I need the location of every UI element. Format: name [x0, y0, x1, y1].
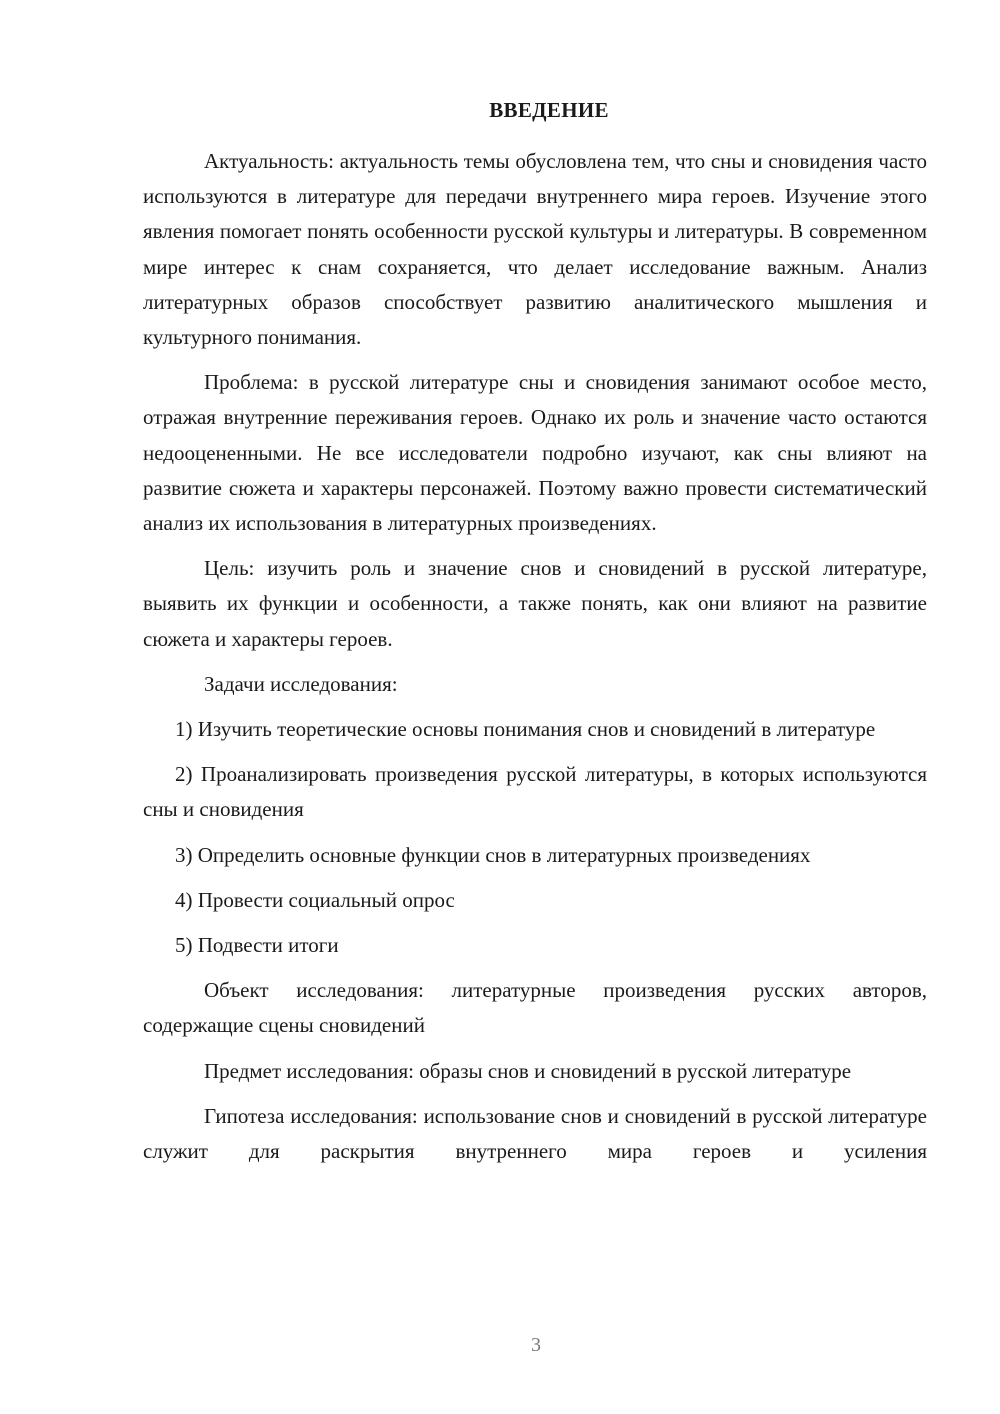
page-title: ВВЕДЕНИЕ	[489, 98, 609, 122]
paragraph-problem: Проблема: в русской литературе сны и сновидения занимают особое место, отражая внутренние переживания героев. Однако их роль и значение часто остаются недооцененными. Не все исследователи подробно изучают, как сны влияют на развитие сюжета и характеры персонажей. Поэтому важно провести систематический анализ их использования в литературных произведениях.	[143, 370, 927, 536]
paragraph-relevance: Актуальность: актуальность темы обусловлена тем, что сны и сновидения часто используются в литературе для передачи внутреннего мира героев. Изучение этого явления помогает понять особенности русской культуры и литературы. В современном мире интерес к снам сохраняется, что делает исследование важным. Анализ литературных образов способствует развитию аналитического мышления и культурного понимания.	[143, 149, 927, 350]
tasks-heading: Задачи исследования:	[204, 671, 398, 696]
list-item-task-5: 5) Подвести итоги	[175, 933, 339, 958]
page-number: 3	[531, 1334, 541, 1356]
document-page	[143, 92, 927, 1179]
paragraph-object: Объект исследования: литературные произведения русских авторов, содержащие сцены сновидений	[143, 978, 927, 1038]
list-item-task-1: 1) Изучить теоретические основы понимания снов и сновидений в литературе	[175, 717, 876, 742]
paragraph-goal: Цель: изучить роль и значение снов и сновидений в русской литературе, выявить их функции и особенности, а также понять, как они влияют на развитие сюжета и характеры героев.	[143, 556, 927, 651]
list-item-task-2: 2) Проанализировать произведения русской литературы, в которых используются сны и сновидения	[143, 762, 927, 822]
paragraph-hypothesis: Гипотеза исследования: использование снов и сновидений в русской литературе служит для раскрытия внутреннего мира героев и усиления	[143, 1103, 927, 1164]
list-item-task-3: 3) Определить основные функции снов в литературных произведениях	[175, 842, 811, 867]
paragraph-subject: Предмет исследования: образы снов и сновидений в русской литературе	[204, 1058, 852, 1083]
list-item-task-4: 4) Провести социальный опрос	[175, 887, 455, 912]
